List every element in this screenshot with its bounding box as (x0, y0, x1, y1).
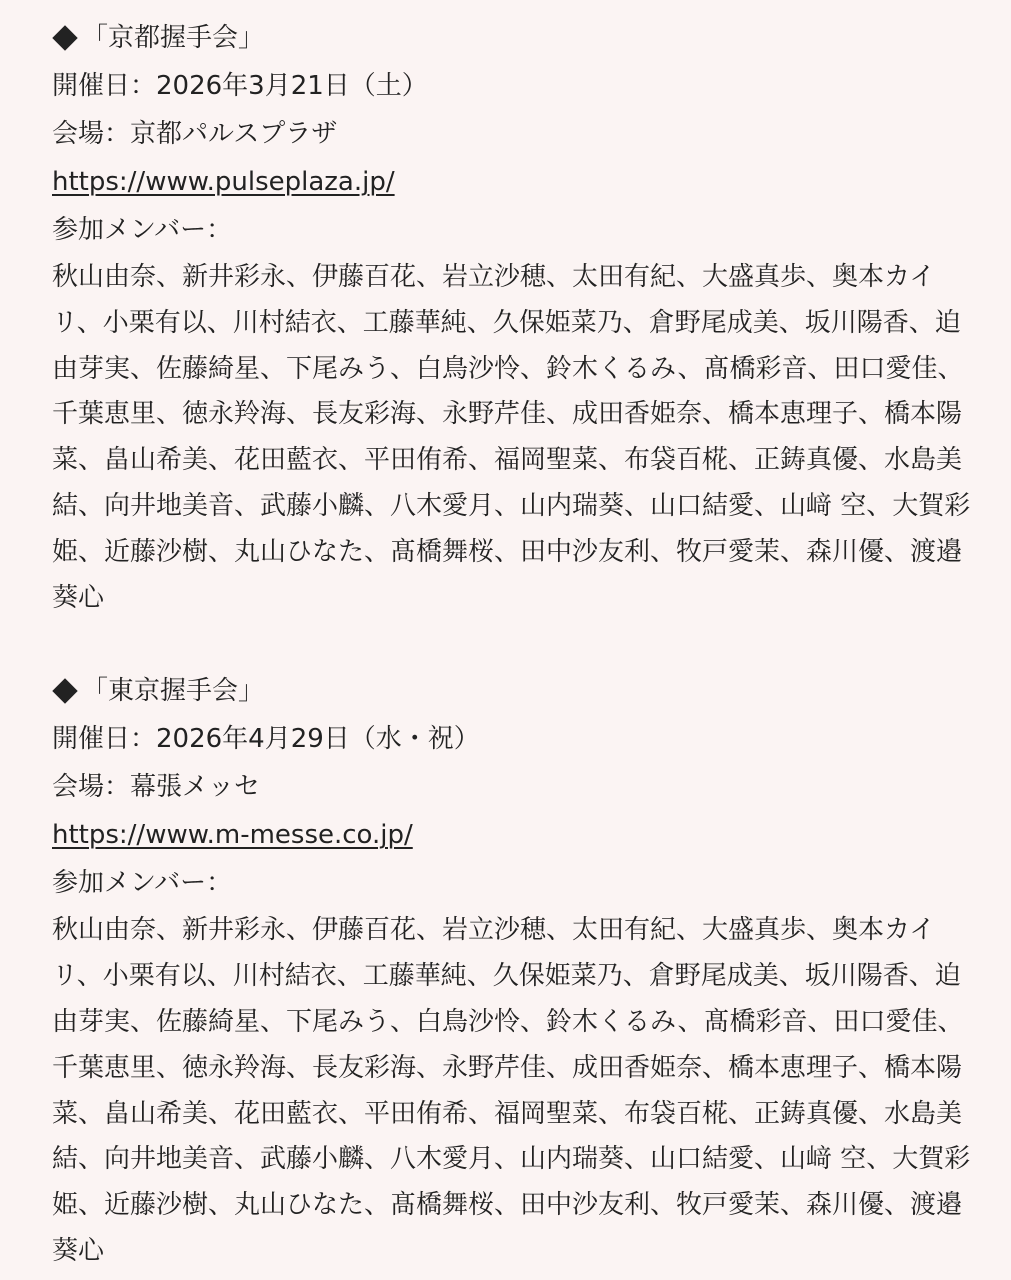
member-list: 秋山由奈、新井彩永、伊藤百花、岩立沙穂、太田有紀、大盛真歩、奥本カイリ、小栗有以、川村結衣、工藤華純、久保姫菜乃、倉野尾成美、坂川陽香、迫由芽実、佐藤綺星、下尾みう、白鳥沙怜、鈴木くるみ、髙橋彩音、田口愛佳、千葉恵里、徳永羚海、長友彩海、永野芹佳、成田香姫奈、橋本恵理子、橋本陽菜、畠山希美、花田藍衣、平田侑希、福岡聖菜、布袋百椛、正鋳真優、水島美結、向井地美音、武藤小麟、八木愛月、山内瑞葵、山口結愛、山﨑 空、大賀彩姫、近藤沙樹、丸山ひなた、髙橋舞桜、田中沙友利、牧戸愛茉、森川優、渡邉葵心 (52, 262, 971, 613)
event-title: 「東京握手会」 (82, 676, 265, 707)
members-label: 参加メンバー： (52, 868, 233, 899)
event-title: 「京都握手会」 (82, 23, 265, 53)
event-kyoto (52, 14, 971, 621)
venue-link[interactable]: https://www.m-messe.co.jp/ (52, 820, 413, 851)
diamond-bullet-icon (52, 679, 77, 704)
event-date: 開催日：2026年4月29日（水・祝） (52, 724, 480, 755)
event-title-line (52, 14, 971, 62)
event-date: 開催日：2026年3月21日（土） (52, 71, 428, 101)
members-label: 参加メンバー： (52, 215, 233, 245)
event-title-line (52, 667, 971, 715)
member-list: 秋山由奈、新井彩永、伊藤百花、岩立沙穂、太田有紀、大盛真歩、奥本カイリ、小栗有以、川村結衣、工藤華純、久保姫菜乃、倉野尾成美、坂川陽香、迫由芽実、佐藤綺星、下尾みう、白鳥沙怜、鈴木くるみ、髙橋彩音、田口愛佳、千葉恵里、徳永羚海、長友彩海、永野芹佳、成田香姫奈、橋本恵理子、橋本陽菜、畠山希美、花田藍衣、平田侑希、福岡聖菜、布袋百椛、正鋳真優、水島美結、向井地美音、武藤小麟、八木愛月、山内瑞葵、山口結愛、山﨑 空、大賀彩姫、近藤沙樹、丸山ひなた、髙橋舞桜、田中沙友利、牧戸愛茉、森川優、渡邉葵心 (52, 915, 971, 1266)
event-venue: 会場：幕張メッセ (52, 772, 261, 803)
venue-link[interactable]: https://www.pulseplaza.jp/ (52, 167, 395, 197)
event-tokyo (52, 667, 971, 1274)
diamond-bullet-icon (52, 25, 77, 50)
event-venue: 会場：京都パルスプラザ (52, 119, 338, 149)
